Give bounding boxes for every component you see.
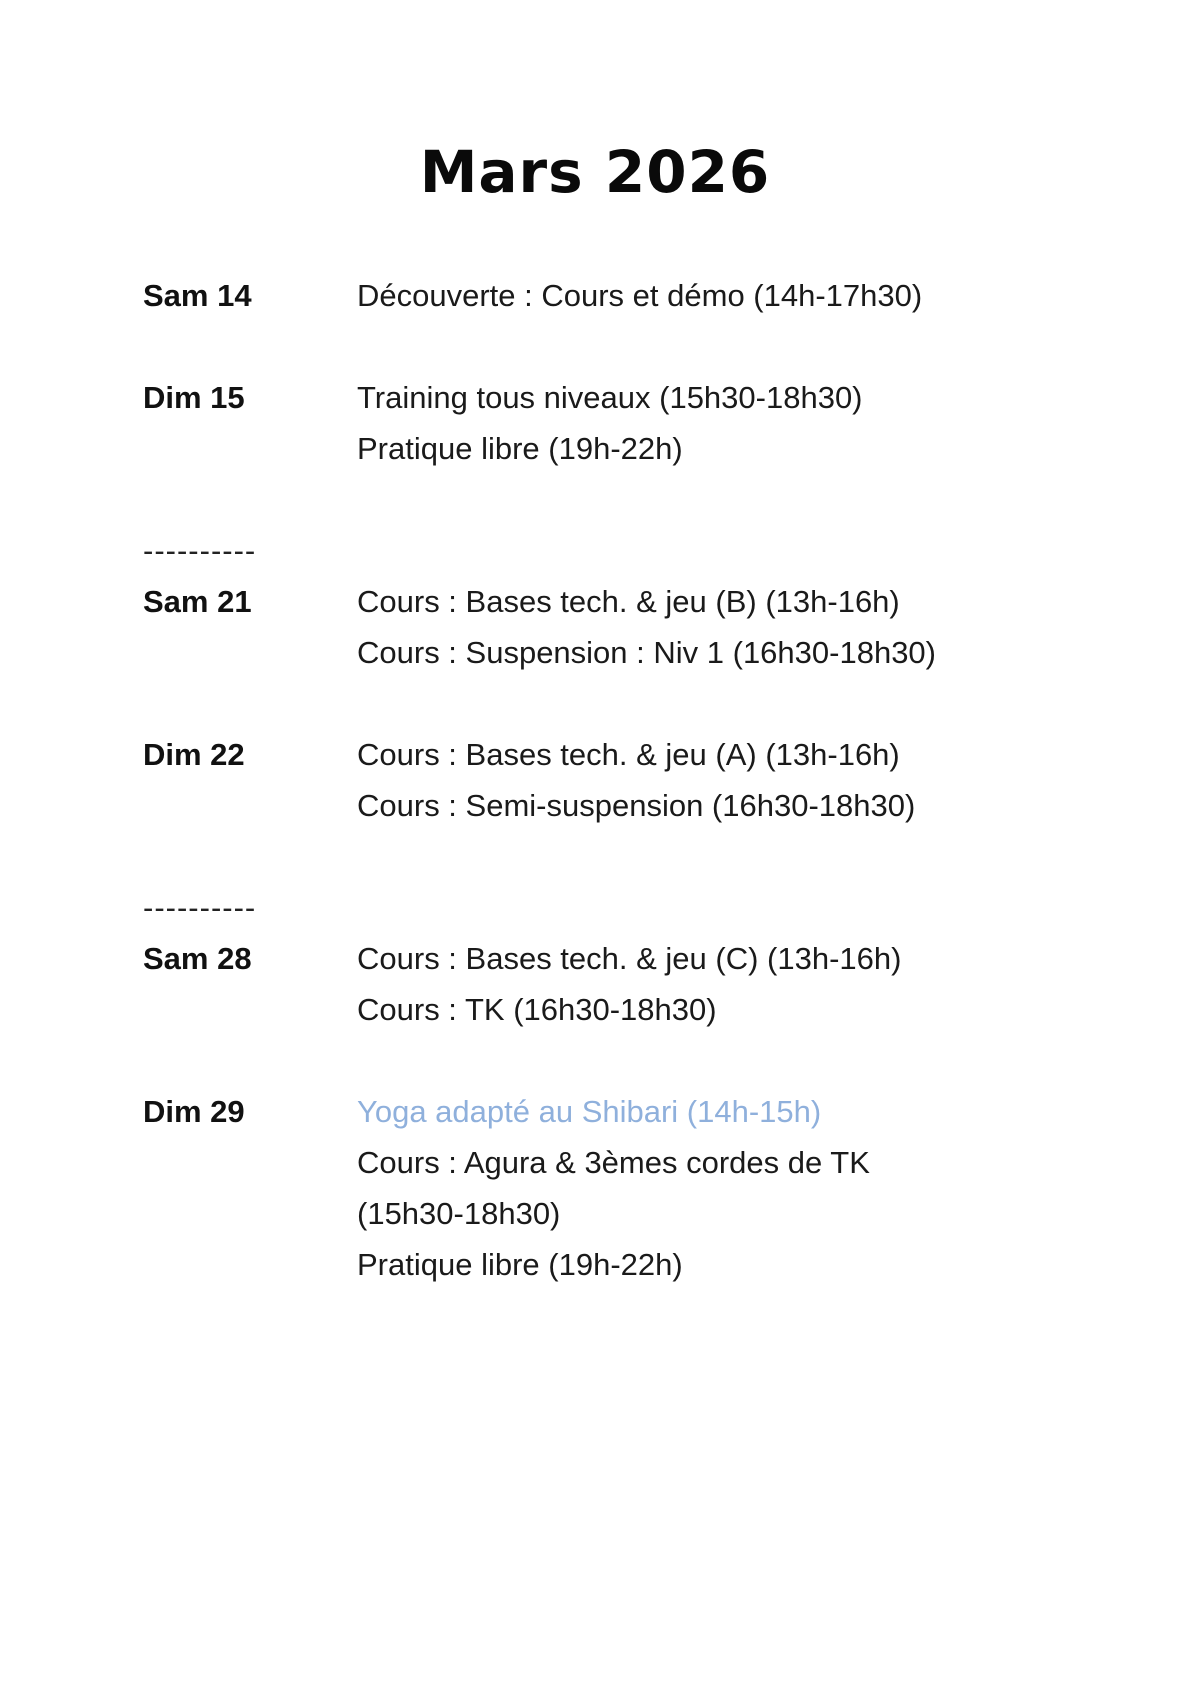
entry-day: Sam 21: [143, 584, 252, 619]
entry-line: Cours : Agura & 3èmes cordes de TK: [357, 1145, 870, 1180]
entry-line: Découverte : Cours et démo (14h-17h30): [357, 278, 923, 313]
entry-line: Cours : Bases tech. & jeu (A) (13h-16h): [357, 737, 900, 772]
entry-line: Cours : Suspension : Niv 1 (16h30-18h30): [357, 635, 936, 670]
week-separator: ----------: [143, 890, 257, 925]
entry-line-highlighted: Yoga adapté au Shibari (14h-15h): [357, 1094, 822, 1129]
spacer: [143, 678, 1073, 729]
entry-day: Dim 22: [143, 737, 245, 772]
entry-lines: [357, 270, 1073, 321]
entry-line: Cours : Bases tech. & jeu (B) (13h-16h): [357, 584, 900, 619]
spacer: [143, 321, 1073, 372]
entry-line: (15h30-18h30): [357, 1196, 561, 1231]
entry-lines: [357, 576, 1073, 678]
entry-line: Pratique libre (19h-22h): [357, 1247, 683, 1282]
entry-lines: [357, 1086, 1073, 1290]
week-separator: ----------: [143, 533, 257, 568]
page-title: Mars 2026: [419, 138, 771, 206]
schedule-entry-sam-28: [143, 933, 1073, 1035]
entry-line: Cours : Semi-suspension (16h30-18h30): [357, 788, 916, 823]
entry-day: Sam 28: [143, 941, 252, 976]
entry-day: Dim 15: [143, 380, 245, 415]
schedule-entry-sam-14: [143, 270, 1073, 321]
entry-line: Cours : TK (16h30-18h30): [357, 992, 717, 1027]
entry-day: Dim 29: [143, 1094, 245, 1129]
schedule-entry-dim-15: [143, 372, 1073, 474]
entry-line: Cours : Bases tech. & jeu (C) (13h-16h): [357, 941, 902, 976]
schedule-list: [143, 270, 1073, 1290]
entry-day: Sam 14: [143, 278, 252, 313]
spacer: [143, 474, 1073, 525]
schedule-entry-dim-22: [143, 729, 1073, 831]
entry-lines: [357, 933, 1073, 1035]
spacer: [143, 831, 1073, 882]
entry-lines: [357, 372, 1073, 474]
schedule-entry-sam-21: [143, 576, 1073, 678]
schedule-entry-dim-29: [143, 1086, 1073, 1290]
spacer: [143, 1035, 1073, 1086]
entry-line: Training tous niveaux (15h30-18h30): [357, 380, 863, 415]
entry-line: Pratique libre (19h-22h): [357, 431, 683, 466]
entry-lines: [357, 729, 1073, 831]
